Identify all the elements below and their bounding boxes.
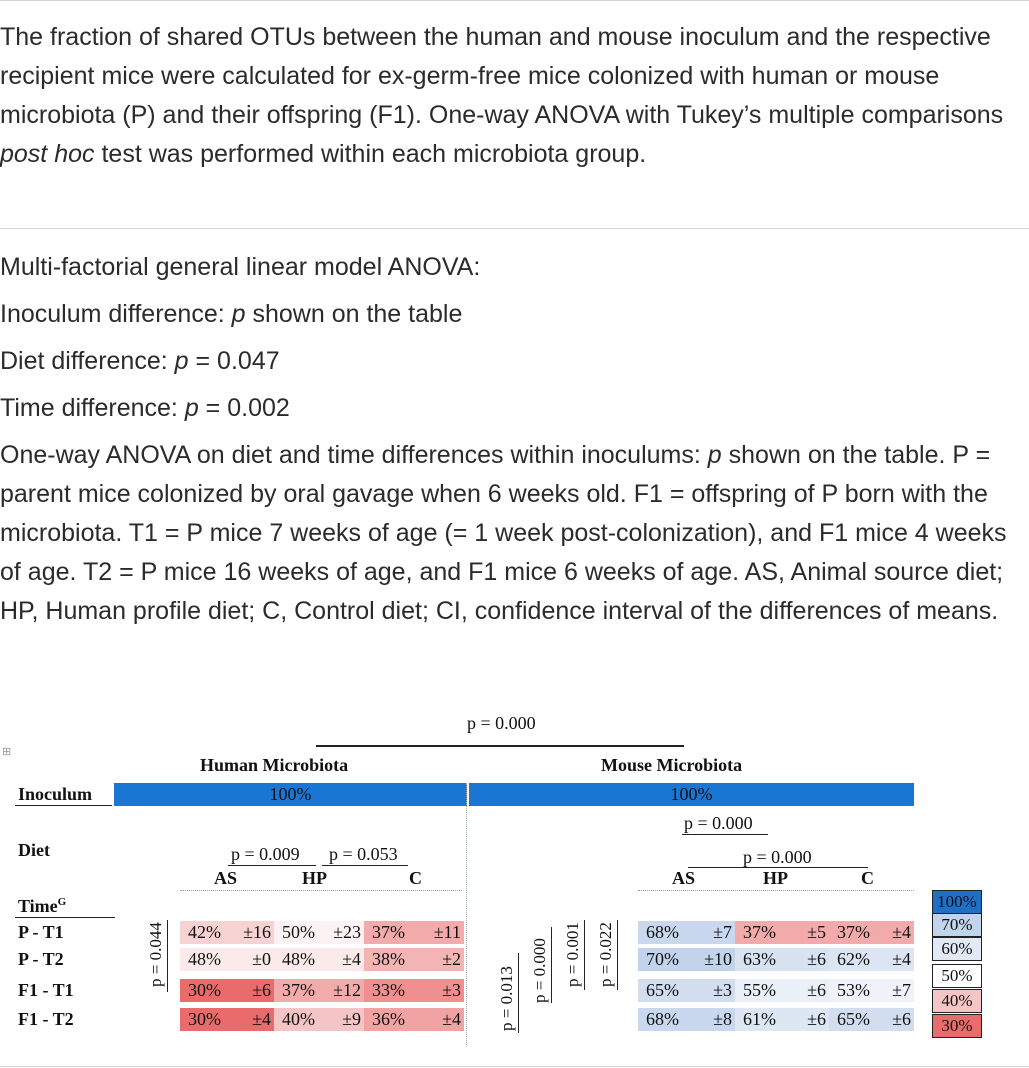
human-cell [180,979,274,1002]
mouse-value: 61% [743,1009,776,1029]
human-value: 30% [188,980,221,1000]
mouse-cell [638,1008,735,1031]
mouse-cell [638,921,735,944]
human-diet-as: AS [214,868,238,888]
legend-swatch: 70% [932,913,982,937]
oneway-p: p [707,441,722,469]
oneway-post: shown on the table. P = parent mice colonized by oral gavage when 6 weeks old. F1 = offspring of P born with the microbiota. T1 = P mice 7 weeks of age (= 1 week post-colonization), and F1 mice 4 weeks of age. T2 = P mice 16 weeks of age, and F1 mice 6 weeks of age. AS, Animal source diet; HP, Human profile diet; C, Control diet; CI, confidence interval of the differences of means. [0,441,1007,625]
mouse-diet-rule [638,890,914,891]
diet-diff-p: p [174,347,189,375]
human-value: 33% [372,980,405,1000]
human-value: 37% [282,980,315,1000]
group-separator [466,783,467,1045]
human-sd: ±2 [442,949,461,969]
mouse-value: 62% [837,949,870,969]
mouse-value: 37% [743,922,776,942]
inoculum-underline [15,805,112,806]
mouse-cell [829,921,914,944]
mouse-value: 65% [646,980,679,1000]
human-p-hp-c: p = 0.053 [329,844,398,864]
mouse-cell [638,948,735,971]
human-value: 37% [372,922,405,942]
time-label-text: Time [18,896,58,916]
mouse-value: 68% [646,1009,679,1029]
human-value: 42% [188,922,221,942]
caption-notes [0,248,1029,631]
diet-label: Diet [18,840,50,860]
mouse-sd: ±7 [892,980,911,1000]
human-sd: ±4 [252,1009,271,1029]
time-diff-p: p [184,394,199,422]
expand-icon: ⊞ [2,746,12,758]
human-value: 30% [188,1009,221,1029]
human-cell [364,921,464,944]
row-label: P - T2 [18,949,64,969]
mouse-sd: ±5 [807,922,826,942]
legend-swatch: 100% [932,890,982,914]
mouse-p-as-hp: p = 0.000 [684,813,753,833]
mouse-cell [638,979,735,1002]
human-sd: ±12 [333,980,361,1000]
time-difference [0,389,1029,428]
mouse-diet-hp: HP [763,868,788,888]
mouse-time-p-a: p = 0.013 [497,966,516,1031]
human-value: 48% [188,949,221,969]
notes-title: Multi-factorial general linear model ANOVA: [0,253,481,281]
mouse-cell [829,1008,914,1031]
diet-difference [0,342,1029,381]
human-diet-hp: HP [302,868,327,888]
human-sd: ±9 [342,1009,361,1029]
inoc-diff-p: p [231,300,246,328]
mouse-sd: ±4 [892,949,911,969]
diet-diff-post: = 0.047 [195,347,280,375]
legend-swatch: 30% [932,1014,982,1038]
legend-swatch: 50% [932,964,982,988]
mouse-inoculum-cell [469,783,914,806]
oneway-anova-note [0,436,1029,631]
bottom-divider [0,1066,1029,1067]
shared-otu-table [0,705,1029,1045]
mouse-cell [829,979,914,1002]
human-cell [180,948,274,971]
human-diet-c: C [409,868,422,888]
mouse-value: 37% [837,922,870,942]
mouse-value: 53% [837,980,870,1000]
human-cell [364,948,464,971]
human-sd: ±4 [442,1009,461,1029]
mouse-time-bracket-d [617,920,618,990]
legend-swatch: 40% [932,989,982,1013]
mouse-value: 55% [743,980,776,1000]
mouse-cell [735,979,829,1002]
human-microbiota-header: Human Microbiota [200,755,349,775]
caption-intro [0,18,1029,174]
human-cell [364,979,464,1002]
mouse-time-bracket-b [551,927,552,1003]
mouse-cell [735,921,829,944]
human-p-hp-c-line [322,865,408,866]
mouse-sd: ±6 [807,980,826,1000]
human-cell [274,1008,364,1031]
inoculum-label: Inoculum [18,784,93,804]
mouse-sd: ±6 [892,1009,911,1029]
human-value: 48% [282,949,315,969]
mouse-value: 68% [646,922,679,942]
mouse-sd: ±4 [892,922,911,942]
human-inoculum-cell [114,783,467,806]
mouse-sd: ±3 [713,980,732,1000]
diet-diff-pre: Diet difference: [0,347,168,375]
human-inoculum-value: 100% [269,784,312,804]
mouse-diet-c: C [861,868,874,888]
human-value: 50% [282,922,315,942]
time-diff-post: = 0.002 [205,394,290,422]
time-label [18,896,66,917]
mouse-time-bracket-c [584,920,585,990]
human-sd: ±3 [442,980,461,1000]
mouse-cell [829,948,914,971]
time-diff-pre: Time difference: [0,394,178,422]
human-time-p: p = 0.044 [146,922,165,987]
human-sd: ±23 [333,922,361,942]
mouse-cell [735,948,829,971]
human-cell [274,921,364,944]
mouse-sd: ±6 [807,1009,826,1029]
intro-end: test was performed within each microbiota group. [101,140,647,168]
human-cell [180,921,274,944]
human-value: 40% [282,1009,315,1029]
row-label: P - T1 [18,922,64,942]
human-p-as-hp: p = 0.009 [231,844,300,864]
top-p-bracket [316,745,684,747]
mouse-microbiota-header: Mouse Microbiota [601,755,743,775]
mouse-value: 70% [646,949,679,969]
mouse-p-as-hp-line [682,834,768,835]
human-value: 36% [372,1009,405,1029]
mouse-inoculum-value: 100% [670,784,713,804]
human-p-as-hp-line [228,865,316,866]
top-divider [0,0,1029,1]
intro-italic: post hoc [0,140,95,168]
intro-text: The fraction of shared OTUs between the human and mouse inoculum and the respective recipient mice were calculated for ex-germ-free mice colonized with human or mouse microbiota (P) and their offspring (F1). One-way ANOVA with Tukey’s multiple comparisons [0,23,1004,129]
mouse-time-p-d: p = 0.022 [596,922,615,987]
inoculum-bar [114,783,914,806]
human-time-bracket [167,920,168,992]
mouse-sd: ±6 [807,949,826,969]
mouse-sd: ±10 [704,949,732,969]
human-sd: ±11 [433,922,461,942]
row-label: F1 - T1 [18,980,74,1000]
mouse-time-bracket-a [518,953,519,1033]
human-sd: ±0 [252,949,271,969]
inoc-diff-pre: Inoculum difference: [0,300,225,328]
mouse-value: 63% [743,949,776,969]
legend-swatch: 60% [932,937,982,961]
row-label: F1 - T2 [18,1009,74,1029]
mouse-p-hp-c: p = 0.000 [743,847,812,867]
human-value: 38% [372,949,405,969]
middle-divider [0,228,1029,229]
inoculum-difference [0,295,1029,334]
mouse-time-p-c: p = 0.001 [563,922,582,987]
top-p-value: p = 0.000 [467,713,536,733]
human-sd: ±6 [252,980,271,1000]
human-cell [274,948,364,971]
oneway-pre: One-way ANOVA on diet and time differences within inoculums: [0,441,701,469]
human-cell [364,1008,464,1031]
time-superscript: G [57,896,67,908]
human-sd: ±16 [243,922,271,942]
mouse-value: 65% [837,1009,870,1029]
mouse-sd: ±7 [713,922,732,942]
mouse-diet-as: AS [672,868,696,888]
human-sd: ±4 [342,949,361,969]
human-diet-rule [180,890,462,891]
time-underline [15,917,115,918]
human-cell [274,979,364,1002]
mouse-time-p-b: p = 0.000 [530,938,549,1003]
mouse-cell [735,1008,829,1031]
human-cell [180,1008,274,1031]
mouse-sd: ±8 [713,1009,732,1029]
inoc-diff-post: shown on the table [252,300,463,328]
